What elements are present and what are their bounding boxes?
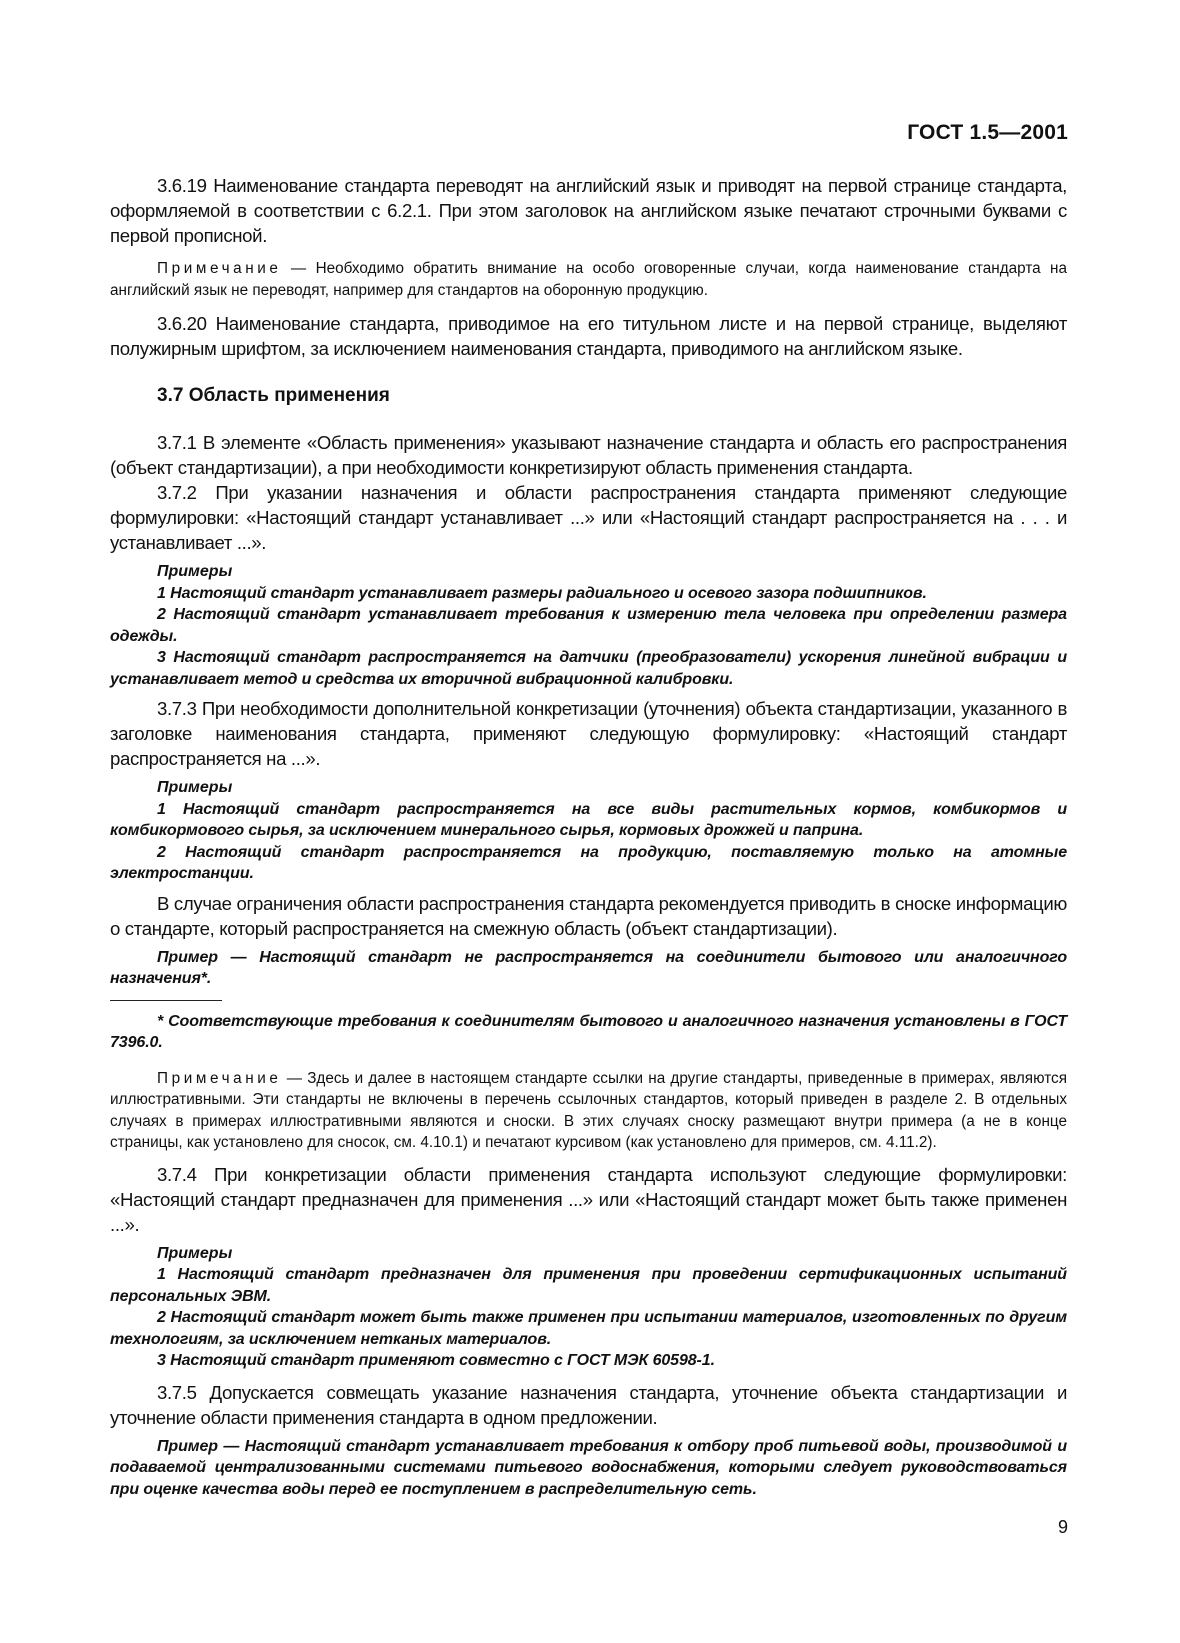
note-text: — Здесь и далее в настоящем стандарте ссылки на другие стандарты, приведенные в примерах, являются иллюстративными. Эти стандарты не включены в перечень ссылочных стандартов, который приведен в разделе 2. В отдельных случаях в примерах иллюстративными являются и сноски. В этих случаях сноску размещают внутри примера (а не в конце страницы, как установлено для сносок, см. 4.10.1) и печатают курсивом (как установлено для примеров, см. 4.11.2). <box>110 1069 1067 1151</box>
paragraph-3-7-1: 3.7.1 В элементе «Область применения» указывают назначение стандарта и область его распространения (объект стандартизации), а при необходимости конкретизируют область применения стандарта. <box>110 432 1067 478</box>
document-code-header: ГОСТ 1.5—2001 <box>907 121 1068 144</box>
footnote-divider <box>110 1000 222 1001</box>
page-number: 9 <box>1057 1517 1068 1537</box>
paragraph-3-7-2: 3.7.2 При указании назначения и области распространения стандарта применяют следующие формулировки: «Настоящий стандарт устанавливает ...» или «Настоящий стандарт распространяется на . . . и устанавливает ...». <box>110 482 1067 553</box>
example-item: 1 Настоящий стандарт устанавливает размеры радиального и осевого зазора подшипников. <box>157 584 927 602</box>
examples-heading: Примеры <box>157 1244 233 1262</box>
paragraph-3-6-19: 3.6.19 Наименование стандарта переводят на английский язык и приводят на первой странице стандарта, оформляемой в соответствии с 6.2.1. При этом заголовок на английском языке печатают строчными буквами с первой прописной. <box>110 175 1067 246</box>
examples-heading: Примеры <box>157 563 233 580</box>
paragraph-3-7-4: 3.7.4 При конкретизации области применения стандарта используют следующие формулировки: «Настоящий стандарт предназначен для применения ...» или «Настоящий стандарт может быть также применен ...». <box>110 1163 1067 1235</box>
note-text: — Необходимо обратить внимание на особо оговоренные случаи, когда наименование стандарта на английский язык не переводят, например для стандартов на оборонную продукцию. <box>110 260 1067 299</box>
example-item: 2 Настоящий стандарт может быть также применен при испытании материалов, изготовленных по другим технологиям, за исключением нетканых материалов. <box>110 1309 1067 1348</box>
example-item: 2 Настоящий стандарт распространяется на продукцию, поставляемую только на атомные электростанции. <box>110 843 1067 882</box>
example-item: 1 Настоящий стандарт предназначен для применения при проведении сертификационных испытаний персональных ЭВМ. <box>110 1266 1067 1305</box>
example-item: 3 Настоящий стандарт применяют совместно с ГОСТ МЭК 60598-1. <box>157 1352 715 1369</box>
paragraph-3-6-20: 3.6.20 Наименование стандарта, приводимое на его титульном листе и на первой странице, выделяют полужирным шрифтом, за исключением наименования стандарта, приводимого на английском языке. <box>110 313 1067 359</box>
example-item: 3 Настоящий стандарт распространяется на датчики (преобразователи) ускорения линейной вибрации и устанавливает метод и средства их вторичной вибрационной калибровки. <box>110 649 1067 688</box>
note-label: Примечание <box>157 260 282 277</box>
example-single: Пример — Настоящий стандарт не распространяется на соединители бытового или аналогичного назначения*. <box>110 948 1067 987</box>
paragraph-3-7-3: 3.7.3 При необходимости дополнительной конкретизации (уточнения) объекта стандартизации, указанного в заголовке наименования стандарта, применяют следующую формулировку: «Настоящий стандарт распространяется на ...». <box>110 698 1067 769</box>
paragraph-scope-limitation: В случае ограничения области распространения стандарта рекомендуется приводить в сноске информацию о стандарте, который распространяется на смежную область (объект стандартизации). <box>110 892 1067 939</box>
section-heading-3-7: 3.7 Область применения <box>157 385 390 406</box>
example-single: Пример — Настоящий стандарт устанавливает требования к отбору проб питьевой воды, производимой и подаваемой централизованными системами питьевого водоснабжения, которыми следует руководствоваться при оценке качества воды перед ее поступлением в распределительную сеть. <box>110 1437 1067 1498</box>
example-item: 1 Настоящий стандарт распространяется на все виды растительных кормов, комбикормов и комбикормового сырья, за исключением минерального сырья, кормовых дрожжей и паприна. <box>110 800 1067 839</box>
note-label: Примечание <box>157 1069 282 1087</box>
paragraph-3-7-5: 3.7.5 Допускается совмещать указание назначения стандарта, уточнение объекта стандартизации и уточнение области применения стандарта в одном предложении. <box>110 1381 1067 1428</box>
note-illustrative-references <box>110 1068 1067 1154</box>
footnote: * Соответствующие требования к соединителям бытового и аналогичного назначения установлены в ГОСТ 7396.0. <box>110 1012 1067 1051</box>
example-item: 2 Настоящий стандарт устанавливает требования к измерению тела человека при определении размера одежды. <box>110 606 1067 645</box>
examples-heading: Примеры <box>157 779 233 796</box>
page-content <box>110 173 1067 1500</box>
note-english-name <box>110 258 1067 301</box>
